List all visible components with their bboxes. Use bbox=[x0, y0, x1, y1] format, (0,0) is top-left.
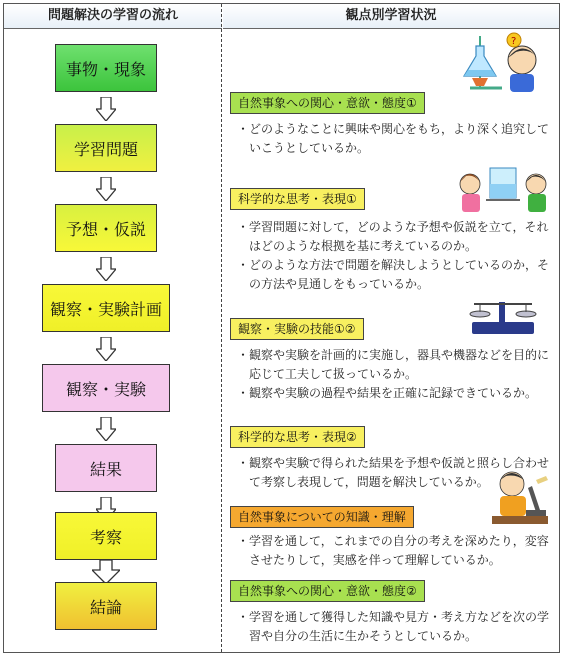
flow-step-hypothesis: 予想・仮説 bbox=[55, 204, 157, 252]
children-experiment-illustration bbox=[456, 160, 552, 216]
criterion-text-interest-1: ・どのようなことに興味や関心をもち，より深く追究して いこうとしているか。 bbox=[237, 122, 550, 155]
flask-experiment-illustration bbox=[462, 32, 552, 96]
criterion-text-skills: ・観察や実験を計画的に実施し，器具や機器などを目的に 応じて工夫して扱っているか。 ・観察や実験の過程や結果を正確に記録できているか。 bbox=[237, 348, 550, 400]
criterion-label-interest-1: 自然事象への関心・意欲・態度① bbox=[230, 92, 425, 114]
criterion-label-interest-2: 自然事象への関心・意欲・態度② bbox=[230, 580, 425, 602]
figure-frame bbox=[3, 3, 560, 653]
flow-step-result: 結果 bbox=[55, 444, 157, 492]
down-arrow-icon bbox=[96, 177, 116, 201]
criterion-label-thinking-2: 科学的な思考・表現② bbox=[230, 426, 365, 448]
flow-step-experiment-plan: 観察・実験計画 bbox=[42, 284, 170, 332]
criterion-text-knowledge: ・学習を通して，これまでの自分の考えを深めたり，変容 させたりして，実感を伴って理解しているか。 bbox=[237, 534, 549, 567]
flow-step-learning-problem: 学習問題 bbox=[55, 124, 157, 172]
down-arrow-icon bbox=[96, 97, 116, 121]
down-arrow-icon bbox=[92, 560, 120, 584]
criterion-text-thinking-1: ・学習問題に対して，どのような予想や仮説を立て，それ はどのような根拠を基に考えているのか。 ・どのような方法で問題を解決しようとしているのか，そ の方法や見通しをもっているか。 bbox=[237, 220, 550, 291]
flow-step-conclusion: 結論 bbox=[55, 582, 157, 630]
criterion-label-skills: 観察・実験の技能①② bbox=[230, 318, 364, 340]
left-column-header: 問題解決の学習の流れ bbox=[4, 4, 222, 29]
criterion-text-interest-2: ・学習を通して獲得した知識や見方・考え方などを次の学 習や自分の生活に生かそうとしているか。 bbox=[237, 610, 550, 643]
down-arrow-icon bbox=[96, 337, 116, 361]
flow-step-phenomenon: 事物・現象 bbox=[55, 44, 157, 92]
microscope-student-illustration bbox=[486, 466, 552, 528]
right-column-header: 観点別学習状況 bbox=[223, 4, 559, 29]
criterion-text-thinking-2: ・観察や実験で得られた結果を予想や仮説と照らし合わせ て考察し表現して，問題を解決しているか。 bbox=[237, 456, 550, 489]
flow-step-experiment: 観察・実験 bbox=[42, 364, 170, 412]
balance-scale-illustration bbox=[466, 296, 540, 338]
down-arrow-icon bbox=[96, 417, 116, 441]
column-divider bbox=[221, 4, 222, 652]
down-arrow-icon bbox=[96, 257, 116, 281]
svg-text:?: ? bbox=[511, 36, 517, 47]
flow-step-discussion: 考察 bbox=[55, 512, 157, 560]
criterion-label-thinking-1: 科学的な思考・表現① bbox=[230, 188, 365, 210]
criterion-label-knowledge: 自然事象についての知識・理解 bbox=[230, 506, 414, 528]
